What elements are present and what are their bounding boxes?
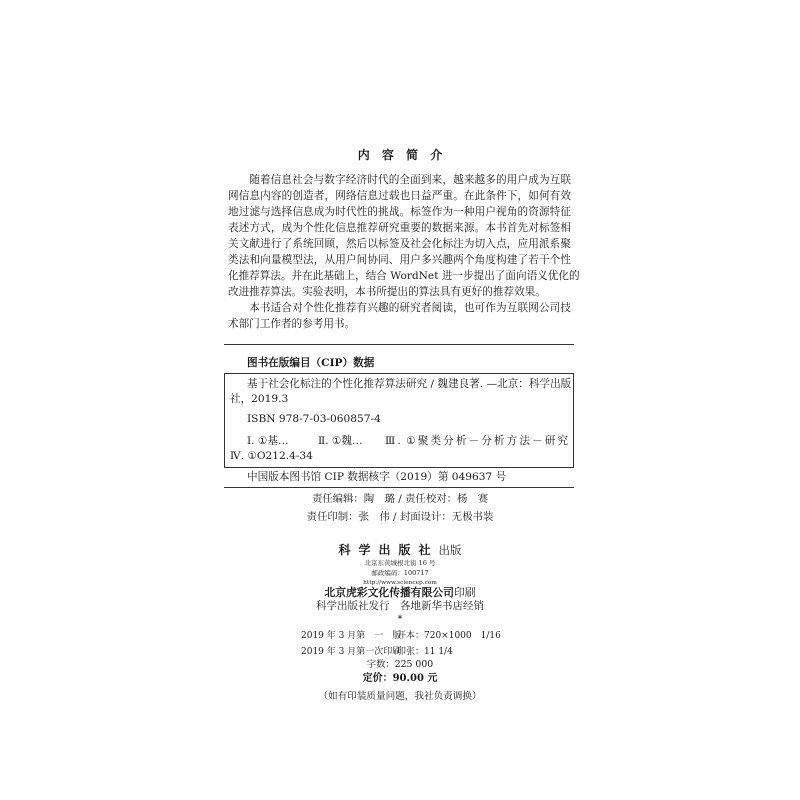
printer-suffix: 印刷 (453, 586, 476, 599)
printing-info: 2019 年 3 月第一次印刷 (301, 647, 402, 657)
format-info: 开本：720×1000 1/16 (397, 631, 501, 641)
synopsis-line: 地过滤与选择信息成为时代性的挑战。标签作为一种用户视角的资源特征 (228, 206, 571, 218)
synopsis-line: 本书适合对个性化推荐有兴趣的研究者阅读，也可作为互联网公司技 (249, 302, 571, 314)
production-credits: 责任印制：张 伟 / 封面设计：无极书装 (306, 511, 494, 523)
cip-classification-item: Ⅲ. ①聚类分析－分析方法－研究 (385, 435, 568, 447)
section-divider (224, 344, 574, 345)
cip-record-line: 基于社会化标注的个性化推荐算法研究 / 魏建良著. —北京：科学出版 (247, 378, 572, 390)
cip-heading: 图书在版编目（CIP）数据 (247, 357, 375, 369)
synopsis-line: 类法和向量模型法，从用户间协同、用户多兴趣两个角度构建了若干个性 (228, 254, 571, 266)
synopsis-body (228, 172, 580, 332)
publisher-postcode: 邮政编码：100717 (371, 569, 429, 577)
cip-classification-item: Ⅱ. ①魏… (318, 435, 363, 447)
publisher-url: http://www.sciencep.com (363, 580, 437, 586)
printer-line (0, 586, 800, 600)
section-divider (224, 487, 574, 488)
cip-classification-item: Ⅳ. ①O212.4-34 (230, 450, 313, 462)
publisher-line (0, 541, 800, 558)
edition-info: 2019 年 3 月第 一 版 (301, 631, 402, 641)
cip-record-line: 社，2019.3 (230, 393, 289, 405)
cip-approval-number: 中国版本图书馆 CIP 数据核字（2019）第 049637 号 (247, 471, 507, 483)
synopsis-line: 表述方式，成为个性化信息推荐研究重要的数据来源。本书首先对标签相 (228, 222, 571, 234)
sheets-info: 印张：11 1/4 (397, 647, 453, 657)
synopsis-paragraph (228, 172, 580, 300)
word-count: 字数：225 000 (366, 659, 434, 670)
publisher-name: 科学出版社 (338, 543, 439, 557)
printer-name: 北京虎彩文化传播有限公司 (324, 586, 454, 599)
synopsis-line: 术部门工作者的参考用书。 (228, 318, 356, 330)
synopsis-line: 改进推荐算法。实验表明，本书所提出的算法具有更好的推荐效果。 (228, 286, 546, 298)
price: 定价：90.00 元 (362, 673, 438, 684)
synopsis-line: 网信息内容的创造者，网络信息过载也日益严重。在此条件下，如何有效 (228, 190, 571, 202)
distribution-line: 科学出版社发行 各地新华书店经销 (316, 600, 484, 612)
synopsis-line: 关文献进行了系统回顾，然后以标签及社会化标注为切入点，应用派系聚 (228, 238, 571, 250)
cip-classification-item: Ⅰ. ①基… (247, 435, 289, 447)
synopsis-paragraph (228, 300, 571, 332)
cip-isbn: ISBN 978-7-03-060857-4 (247, 413, 381, 425)
synopsis-title: 内 容 简 介 (357, 148, 447, 162)
separator-star: * (397, 614, 403, 625)
editor-credits: 责任编辑：陶 璐 / 责任校对：杨 赛 (311, 493, 489, 505)
synopsis-line: 化推荐算法。并在此基础上，结合 WordNet 进一步提出了面向语义优化的 (228, 270, 580, 282)
publisher-suffix: 出版 (438, 543, 462, 557)
synopsis-line: 随着信息社会与数字经济时代的全面到来，越来越多的用户成为互联 (249, 174, 571, 186)
publisher-address: 北京东黄城根北街 16 号 (364, 559, 436, 567)
quality-notice: （如有印装质量问题，我社负责调换） (318, 691, 482, 702)
